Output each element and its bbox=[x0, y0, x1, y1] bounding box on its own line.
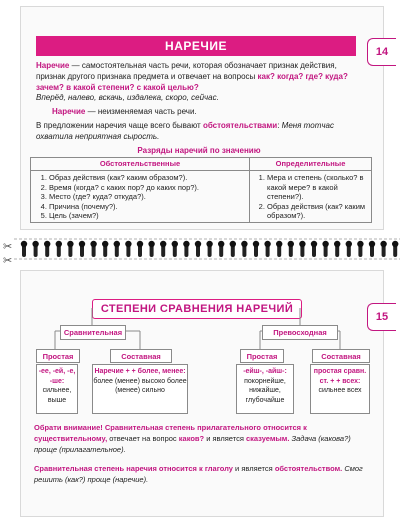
sup-simple-desc bbox=[236, 364, 294, 414]
note-adjective: Обрати внимание! Сравнительная степень прилагательного относится к существительному, отвечает на вопрос каков? и является сказуемым. Задача (какова?) проще (прилагательное). bbox=[34, 423, 351, 454]
rule3-term: обстоятельствами bbox=[202, 121, 278, 130]
scissors-icon: ✂ bbox=[3, 255, 13, 267]
list-item: 4. Причина (почему?). bbox=[49, 202, 245, 212]
table-header-attributive: Определительные bbox=[250, 158, 371, 171]
definition-text: — самостоятельная часть речи, которая обозначает признак действия, признак другого признака предмета и отвечает на вопросы bbox=[36, 61, 337, 81]
sup-compound-box: Составная bbox=[312, 349, 370, 363]
sup-simple-box: Простая bbox=[240, 349, 284, 363]
comp-simple-desc bbox=[36, 364, 78, 414]
table-header-circumstantial: Обстоятельственные bbox=[31, 158, 250, 171]
scissors-icon: ✂ bbox=[3, 241, 13, 253]
note1-lead: Обрати внимание! Сравнительная степень прилагательного относится к существительному, bbox=[34, 423, 307, 443]
rule2-term: Наречие bbox=[52, 107, 86, 116]
sup-compound-formula: простая сравн. ст. + + всех: bbox=[313, 368, 367, 385]
superlative-box: Превосходная bbox=[262, 325, 338, 340]
rule2-text: — неизменяемая часть речи. bbox=[85, 107, 197, 116]
sup-simple-suffixes: -ейш-, -айш-: bbox=[243, 368, 287, 375]
sup-compound-examples: сильнее всех bbox=[318, 387, 362, 394]
note2-example: Смог решить (как?) проще (наречие). bbox=[34, 464, 363, 484]
definition-questions: как? когда? где? куда? зачем? в какой степени? с какой целью? bbox=[36, 72, 348, 92]
comp-compound-desc bbox=[92, 364, 188, 414]
comp-simple-examples: сильнее, выше bbox=[42, 387, 72, 404]
definition-term: Наречие bbox=[36, 61, 70, 70]
comp-simple-suffixes: -ее, -ей, -е, -ше: bbox=[38, 368, 76, 385]
page-title-degrees: СТЕПЕНИ СРАВНЕНИЯ НАРЕЧИЙ bbox=[92, 299, 302, 319]
comp-simple-box: Простая bbox=[36, 349, 80, 363]
comp-compound-box: Составная bbox=[110, 349, 172, 363]
page-title-adverb: НАРЕЧИЕ bbox=[36, 36, 356, 56]
page-number-14: 14 bbox=[367, 38, 396, 66]
sup-simple-examples: покорнейше, нижайше, глубочайше bbox=[244, 377, 286, 404]
list-item: 1. Образ действия (как? каким образом?). bbox=[49, 173, 245, 183]
examples-line: Вперёд, налево, вскачь, издалека, скоро, сейчас. bbox=[36, 93, 219, 102]
note1-example: Задача (какова?) проще (прилагательное). bbox=[34, 434, 351, 454]
list-item: 2. Образ действия (как? каким образом?). bbox=[267, 202, 367, 221]
note2-lead: Сравнительная степень наречия относится к глаголу bbox=[34, 464, 233, 473]
page-number-15: 15 bbox=[367, 303, 396, 331]
rule3-example: Меня тотчас охватила неприятная сырость. bbox=[36, 121, 334, 141]
comp-compound-examples: более (менее) высоко более (менее) сильно bbox=[93, 377, 187, 394]
note-adverb: Сравнительная степень наречия относится к глаголу и является обстоятельством. Смог решить (как?) проще (наречие). bbox=[34, 464, 363, 484]
list-item: 5. Цель (зачем?) bbox=[49, 211, 245, 221]
table-title: Разряды наречий по значению bbox=[137, 146, 261, 155]
rule3-text: В предложении наречия чаще всего бывают bbox=[36, 121, 203, 130]
list-item: 1. Мера и степень (сколько? в какой мере? в какой степени?). bbox=[267, 173, 367, 202]
comparative-box: Сравнительная bbox=[60, 325, 126, 340]
list-item: 2. Время (когда? с каких пор? до каких пор?). bbox=[49, 183, 245, 193]
list-item: 3. Место (где? куда? откуда?). bbox=[49, 192, 245, 202]
rule-circumstance: В предложении наречия чаще всего бывают обстоятельствами: Меня тотчас охватила неприятная сырость. bbox=[36, 121, 334, 141]
sup-compound-desc bbox=[310, 364, 370, 414]
comp-compound-formula: Наречие + + более, менее: bbox=[94, 368, 186, 375]
